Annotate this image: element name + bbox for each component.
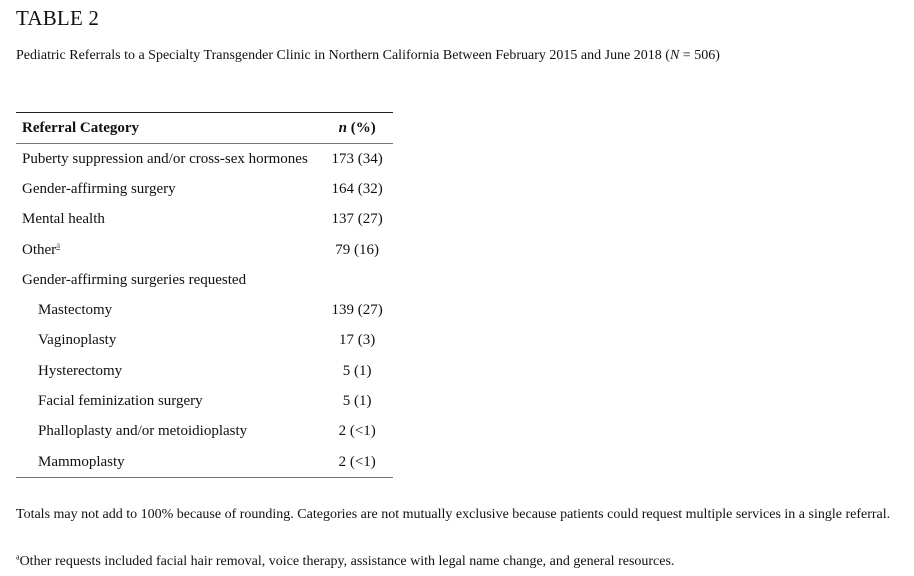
row-value bbox=[329, 265, 393, 295]
footnote-link[interactable]: a bbox=[56, 239, 61, 250]
row-value: 5 (1) bbox=[342, 393, 372, 410]
row-category-label: Mental health bbox=[22, 211, 105, 228]
row-value: 137 (27) bbox=[331, 211, 383, 228]
row-category bbox=[16, 174, 329, 204]
row-category-label: Gender-affirming surgeries requested bbox=[22, 271, 247, 288]
row-value: 2 (<1) bbox=[338, 453, 376, 470]
table-row bbox=[16, 386, 393, 416]
row-category bbox=[16, 205, 329, 235]
row-category-label: Facial feminization surgery bbox=[38, 393, 203, 410]
table-row bbox=[16, 326, 393, 356]
table-row bbox=[16, 356, 393, 386]
row-category bbox=[16, 417, 329, 447]
row-category-label: Mastectomy bbox=[38, 302, 113, 319]
header-n-symbol: n bbox=[338, 119, 347, 136]
table-label: TABLE 2 bbox=[16, 6, 100, 30]
row-category bbox=[16, 144, 329, 175]
row-value: 164 (32) bbox=[331, 180, 383, 197]
referral-table-container bbox=[16, 112, 393, 478]
row-value: 79 (16) bbox=[335, 241, 380, 258]
table-note: Totals may not add to 100% because of rounding. Categories are not mutually exclusive because patients could request multiple services in a single referral. bbox=[16, 507, 891, 522]
row-value: 5 (1) bbox=[342, 362, 372, 379]
table-header-row bbox=[16, 113, 393, 144]
table-row bbox=[16, 417, 393, 447]
footnote-mark: a bbox=[16, 552, 20, 562]
header-referral-category: Referral Category bbox=[22, 119, 140, 136]
header-n-suffix: (%) bbox=[346, 119, 376, 136]
row-value: 139 (27) bbox=[331, 302, 383, 319]
footnote-text: Other requests included facial hair removal, voice therapy, assistance with legal name change, and general resources. bbox=[19, 554, 675, 569]
row-category-label: Puberty suppression and/or cross-sex hormones bbox=[22, 150, 308, 167]
table-row bbox=[16, 447, 393, 478]
row-category bbox=[16, 235, 329, 265]
caption-text: Pediatric Referrals to a Specialty Transgender Clinic in Northern California Between February 2015 and June 2018 ( bbox=[16, 48, 670, 63]
table-row bbox=[16, 144, 393, 175]
table-row bbox=[16, 265, 393, 295]
row-category bbox=[16, 295, 329, 325]
row-value: 173 (34) bbox=[331, 150, 383, 167]
row-value: 17 (3) bbox=[339, 332, 376, 349]
row-category bbox=[16, 386, 329, 416]
table-row bbox=[16, 205, 393, 235]
caption-n-symbol: N bbox=[669, 48, 680, 63]
row-category-label: Phalloplasty and/or metoidioplasty bbox=[38, 423, 248, 440]
header-n-percent bbox=[329, 113, 393, 144]
row-category bbox=[16, 356, 329, 386]
table-row bbox=[16, 235, 393, 265]
table-row bbox=[16, 174, 393, 204]
row-category-label: Vaginoplasty bbox=[38, 332, 117, 349]
caption-n-value: = 506) bbox=[679, 48, 720, 63]
row-category bbox=[16, 326, 329, 356]
table-caption bbox=[16, 48, 720, 64]
row-value: 2 (<1) bbox=[338, 423, 376, 440]
table-footnote bbox=[16, 554, 674, 570]
row-category bbox=[16, 265, 329, 295]
row-category-label: Hysterectomy bbox=[38, 362, 123, 379]
table-row bbox=[16, 295, 393, 325]
table-body bbox=[16, 144, 393, 478]
row-category-label: Mammoplasty bbox=[38, 453, 125, 470]
referral-table bbox=[16, 112, 393, 478]
row-category bbox=[16, 447, 329, 478]
row-category-label: Other bbox=[22, 241, 57, 258]
row-category-label: Gender-affirming surgery bbox=[22, 180, 176, 197]
